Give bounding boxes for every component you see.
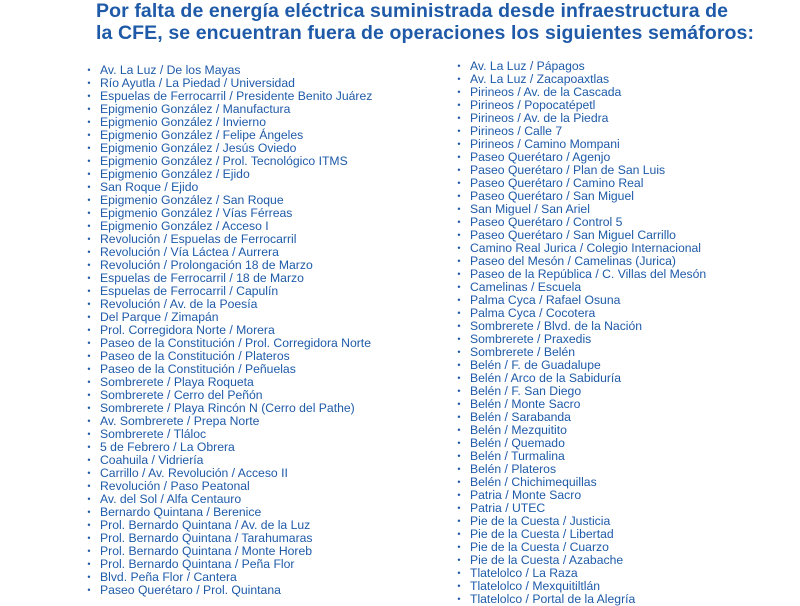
- bullet-icon: •: [457, 282, 461, 292]
- intersection-label: Camino Real Jurica / Colegio Internacional: [470, 241, 702, 255]
- intersection-label: San Miguel / San Ariel: [470, 202, 590, 216]
- intersection-label: Pirineos / Popocatépetl: [470, 98, 596, 112]
- intersection-label: Epigmenio González / Jesús Oviedo: [100, 141, 297, 155]
- bullet-icon: •: [457, 581, 461, 591]
- bullet-icon: •: [87, 572, 91, 582]
- bullet-icon: •: [457, 516, 461, 526]
- intersection-label: Belén / Monte Sacro: [470, 397, 581, 411]
- intersection-label: Revolución / Espuelas de Ferrocarril: [100, 232, 297, 246]
- intersection-label: Av. La Luz / Pápagos: [470, 59, 585, 73]
- intersection-label: Paseo Querétaro / Plan de San Luis: [470, 163, 666, 177]
- bullet-icon: •: [87, 117, 91, 127]
- notice-heading: [96, 0, 776, 44]
- bullet-icon: •: [457, 113, 461, 123]
- intersection-label: Sombrerete / Playa Roqueta: [100, 375, 254, 389]
- bullet-icon: •: [87, 65, 91, 75]
- bullet-icon: •: [457, 399, 461, 409]
- intersection-label: Belén / Turmalina: [470, 449, 565, 463]
- bullet-icon: •: [87, 91, 91, 101]
- intersection-label: Paseo Querétaro / Agenjo: [470, 150, 611, 164]
- traffic-light-list-item: [84, 584, 424, 597]
- intersection-label: 5 de Febrero / La Obrera: [100, 440, 235, 454]
- bullet-icon: •: [87, 221, 91, 231]
- bullet-icon: •: [457, 373, 461, 383]
- bullet-icon: •: [87, 130, 91, 140]
- intersection-label: Sombrerete / Tláloc: [100, 427, 207, 441]
- intersection-label: Paseo de la Constitución / Peñuelas: [100, 362, 296, 376]
- intersection-label: Blvd. Peña Flor / Cantera: [100, 570, 237, 584]
- bullet-icon: •: [87, 312, 91, 322]
- bullet-icon: •: [457, 386, 461, 396]
- intersection-label: Epigmenio González / Ejido: [100, 167, 250, 181]
- bullet-icon: •: [457, 568, 461, 578]
- intersection-label: Prol. Bernardo Quintana / Peña Flor: [100, 557, 295, 571]
- bullet-icon: •: [87, 585, 91, 595]
- intersection-label: Tlatelolco / Portal de la Alegría: [470, 592, 636, 606]
- intersection-label: Sombrerete / Belén: [470, 345, 576, 359]
- intersection-label: Belén / Arco de la Sabiduría: [470, 371, 622, 385]
- intersection-label: Prol. Bernardo Quintana / Monte Horeb: [100, 544, 313, 558]
- intersection-label: Palma Cyca / Rafael Osuna: [470, 293, 621, 307]
- bullet-icon: •: [87, 234, 91, 244]
- intersection-label: Pie de la Cuesta / Azabache: [470, 553, 624, 567]
- bullet-icon: •: [87, 377, 91, 387]
- intersection-label: Pirineos / Av. de la Cascada: [470, 85, 622, 99]
- intersection-label: Av. del Sol / Alfa Centauro: [100, 492, 242, 506]
- intersection-label: Pie de la Cuesta / Justicia: [470, 514, 611, 528]
- bullet-icon: •: [87, 195, 91, 205]
- intersection-label: Paseo Querétaro / San Miguel Carrillo: [470, 228, 676, 242]
- intersection-label: Prol. Bernardo Quintana / Av. de la Luz: [100, 518, 311, 532]
- bullet-icon: •: [87, 169, 91, 179]
- bullet-icon: •: [457, 555, 461, 565]
- intersection-label: Paseo Querétaro / San Miguel: [470, 189, 634, 203]
- bullet-icon: •: [87, 364, 91, 374]
- intersection-label: Epigmenio González / Prol. Tecnológico ITMS: [100, 154, 348, 168]
- intersection-label: Sombrerete / Cerro del Peñón: [100, 388, 263, 402]
- intersection-label: Sombrerete / Praxedis: [470, 332, 592, 346]
- bullet-icon: •: [457, 191, 461, 201]
- bullet-icon: •: [87, 299, 91, 309]
- bullet-icon: •: [87, 520, 91, 530]
- intersection-label: Av. Sombrerete / Prepa Norte: [100, 414, 260, 428]
- intersection-label: Paseo de la República / C. Villas del Mesón: [470, 267, 707, 281]
- intersection-label: Pirineos / Camino Mompani: [470, 137, 620, 151]
- intersection-label: Espuelas de Ferrocarril / 18 de Marzo: [100, 271, 304, 285]
- intersection-label: Patria / UTEC: [470, 501, 546, 515]
- bullet-icon: •: [87, 156, 91, 166]
- bullet-icon: •: [87, 208, 91, 218]
- intersection-label: Prol. Bernardo Quintana / Tarahumaras: [100, 531, 313, 545]
- bullet-icon: •: [457, 243, 461, 253]
- intersection-label: Pie de la Cuesta / Libertad: [470, 527, 614, 541]
- intersection-label: Epigmenio González / Vías Férreas: [100, 206, 293, 220]
- bullet-icon: •: [87, 416, 91, 426]
- bullet-icon: •: [87, 247, 91, 257]
- intersection-label: Belén / F. de Guadalupe: [470, 358, 601, 372]
- bullet-icon: •: [457, 334, 461, 344]
- bullet-icon: •: [87, 533, 91, 543]
- intersection-label: Paseo Querétaro / Control 5: [470, 215, 623, 229]
- bullet-icon: •: [457, 295, 461, 305]
- bullet-icon: •: [87, 455, 91, 465]
- bullet-icon: •: [87, 429, 91, 439]
- bullet-icon: •: [87, 351, 91, 361]
- intersection-label: Tlatelolco / Mexquitiltlán: [470, 579, 601, 593]
- bullet-icon: •: [457, 165, 461, 175]
- intersection-label: Belén / Sarabanda: [470, 410, 571, 424]
- intersection-label: Epigmenio González / Invierno: [100, 115, 266, 129]
- bullet-icon: •: [87, 286, 91, 296]
- notice-heading-line-1: Por falta de energía eléctrica suministrada desde infraestructura de: [96, 0, 729, 22]
- bullet-icon: •: [457, 438, 461, 448]
- intersection-label: Espuelas de Ferrocarril / Capulín: [100, 284, 279, 298]
- intersection-label: Belén / Quemado: [470, 436, 565, 450]
- bullet-icon: •: [87, 468, 91, 478]
- bullet-icon: •: [457, 412, 461, 422]
- bullet-icon: •: [457, 61, 461, 71]
- bullet-icon: •: [87, 546, 91, 556]
- intersection-label: Palma Cyca / Cocotera: [470, 306, 596, 320]
- intersection-label: Epigmenio González / Acceso I: [100, 219, 269, 233]
- intersection-label: Pie de la Cuesta / Cuarzo: [470, 540, 609, 554]
- intersection-label: Av. La Luz / De los Mayas: [100, 63, 241, 77]
- bullet-icon: •: [457, 217, 461, 227]
- notice-heading-line-2: la CFE, se encuentran fuera de operaciones los siguientes semáforos:: [96, 22, 755, 44]
- intersection-label: Epigmenio González / San Roque: [100, 193, 284, 207]
- bullet-icon: •: [457, 87, 461, 97]
- bullet-icon: •: [87, 390, 91, 400]
- intersection-label: Coahuila / Vidriería: [100, 453, 204, 467]
- bullet-icon: •: [457, 347, 461, 357]
- intersection-label: Pirineos / Calle 7: [470, 124, 563, 138]
- bullet-icon: •: [87, 494, 91, 504]
- intersection-label: Epigmenio González / Manufactura: [100, 102, 291, 116]
- intersection-label: Patria / Monte Sacro: [470, 488, 582, 502]
- bullet-icon: •: [457, 269, 461, 279]
- bullet-icon: •: [87, 481, 91, 491]
- bullet-icon: •: [87, 507, 91, 517]
- bullet-icon: •: [457, 594, 461, 604]
- bullet-icon: •: [87, 325, 91, 335]
- intersection-label: Revolución / Vía Láctea / Aurrera: [100, 245, 279, 259]
- traffic-lights-list-left: [84, 64, 424, 597]
- intersection-label: Pirineos / Av. de la Piedra: [470, 111, 609, 125]
- bullet-icon: •: [457, 126, 461, 136]
- intersection-label: Prol. Corregidora Norte / Morera: [100, 323, 275, 337]
- intersection-label: Paseo Querétaro / Camino Real: [470, 176, 644, 190]
- intersection-label: Paseo de la Constitución / Prol. Corregidora Norte: [100, 336, 371, 350]
- intersection-label: Bernardo Quintana / Berenice: [100, 505, 262, 519]
- intersection-label: Tlatelolco / La Raza: [470, 566, 578, 580]
- bullet-icon: •: [457, 152, 461, 162]
- intersection-label: Espuelas de Ferrocarril / Presidente Benito Juárez: [100, 89, 373, 103]
- bullet-icon: •: [457, 308, 461, 318]
- intersection-label: Belén / Chichimequillas: [470, 475, 597, 489]
- intersection-label: Belén / Mezquitito: [470, 423, 567, 437]
- bullet-icon: •: [457, 204, 461, 214]
- intersection-label: Belén / Plateros: [470, 462, 557, 476]
- bullet-icon: •: [87, 273, 91, 283]
- intersection-label: Epigmenio González / Felipe Ángeles: [100, 128, 304, 142]
- bullet-icon: •: [457, 503, 461, 513]
- intersection-label: Del Parque / Zimapán: [100, 310, 219, 324]
- bullet-icon: •: [457, 477, 461, 487]
- intersection-label: Av. La Luz / Zacapoaxtlas: [470, 72, 610, 86]
- bullet-icon: •: [87, 182, 91, 192]
- bullet-icon: •: [457, 178, 461, 188]
- bullet-icon: •: [87, 403, 91, 413]
- bullet-icon: •: [457, 74, 461, 84]
- bullet-icon: •: [457, 230, 461, 240]
- bullet-icon: •: [87, 442, 91, 452]
- bullet-icon: •: [457, 360, 461, 370]
- intersection-label: Sombrerete / Blvd. de la Nación: [470, 319, 643, 333]
- bullet-icon: •: [457, 464, 461, 474]
- traffic-lights-list-right: [454, 60, 794, 606]
- bullet-icon: •: [457, 100, 461, 110]
- intersection-label: Paseo Querétaro / Prol. Quintana: [100, 583, 281, 597]
- intersection-label: Revolución / Av. de la Poesía: [100, 297, 258, 311]
- bullet-icon: •: [457, 321, 461, 331]
- bullet-icon: •: [87, 104, 91, 114]
- intersection-label: Sombrerete / Playa Rincón N (Cerro del Pathe): [100, 401, 355, 415]
- bullet-icon: •: [87, 338, 91, 348]
- bullet-icon: •: [87, 78, 91, 88]
- bullet-icon: •: [457, 451, 461, 461]
- bullet-icon: •: [457, 490, 461, 500]
- bullet-icon: •: [457, 139, 461, 149]
- bullet-icon: •: [457, 256, 461, 266]
- bullet-icon: •: [457, 542, 461, 552]
- intersection-label: Revolución / Paso Peatonal: [100, 479, 250, 493]
- intersection-label: Carrillo / Av. Revolución / Acceso II: [100, 466, 288, 480]
- bullet-icon: •: [457, 529, 461, 539]
- intersection-label: Camelinas / Escuela: [470, 280, 582, 294]
- bullet-icon: •: [457, 425, 461, 435]
- intersection-label: Paseo del Mesón / Camelinas (Jurica): [470, 254, 676, 268]
- intersection-label: Revolución / Prolongación 18 de Marzo: [100, 258, 313, 272]
- intersection-label: San Roque / Ejido: [100, 180, 199, 194]
- bullet-icon: •: [87, 559, 91, 569]
- bullet-icon: •: [87, 260, 91, 270]
- bullet-icon: •: [87, 143, 91, 153]
- intersection-label: Paseo de la Constitución / Plateros: [100, 349, 290, 363]
- intersection-label: Belén / F. San Diego: [470, 384, 582, 398]
- intersection-label: Río Ayutla / La Piedad / Universidad: [100, 76, 295, 90]
